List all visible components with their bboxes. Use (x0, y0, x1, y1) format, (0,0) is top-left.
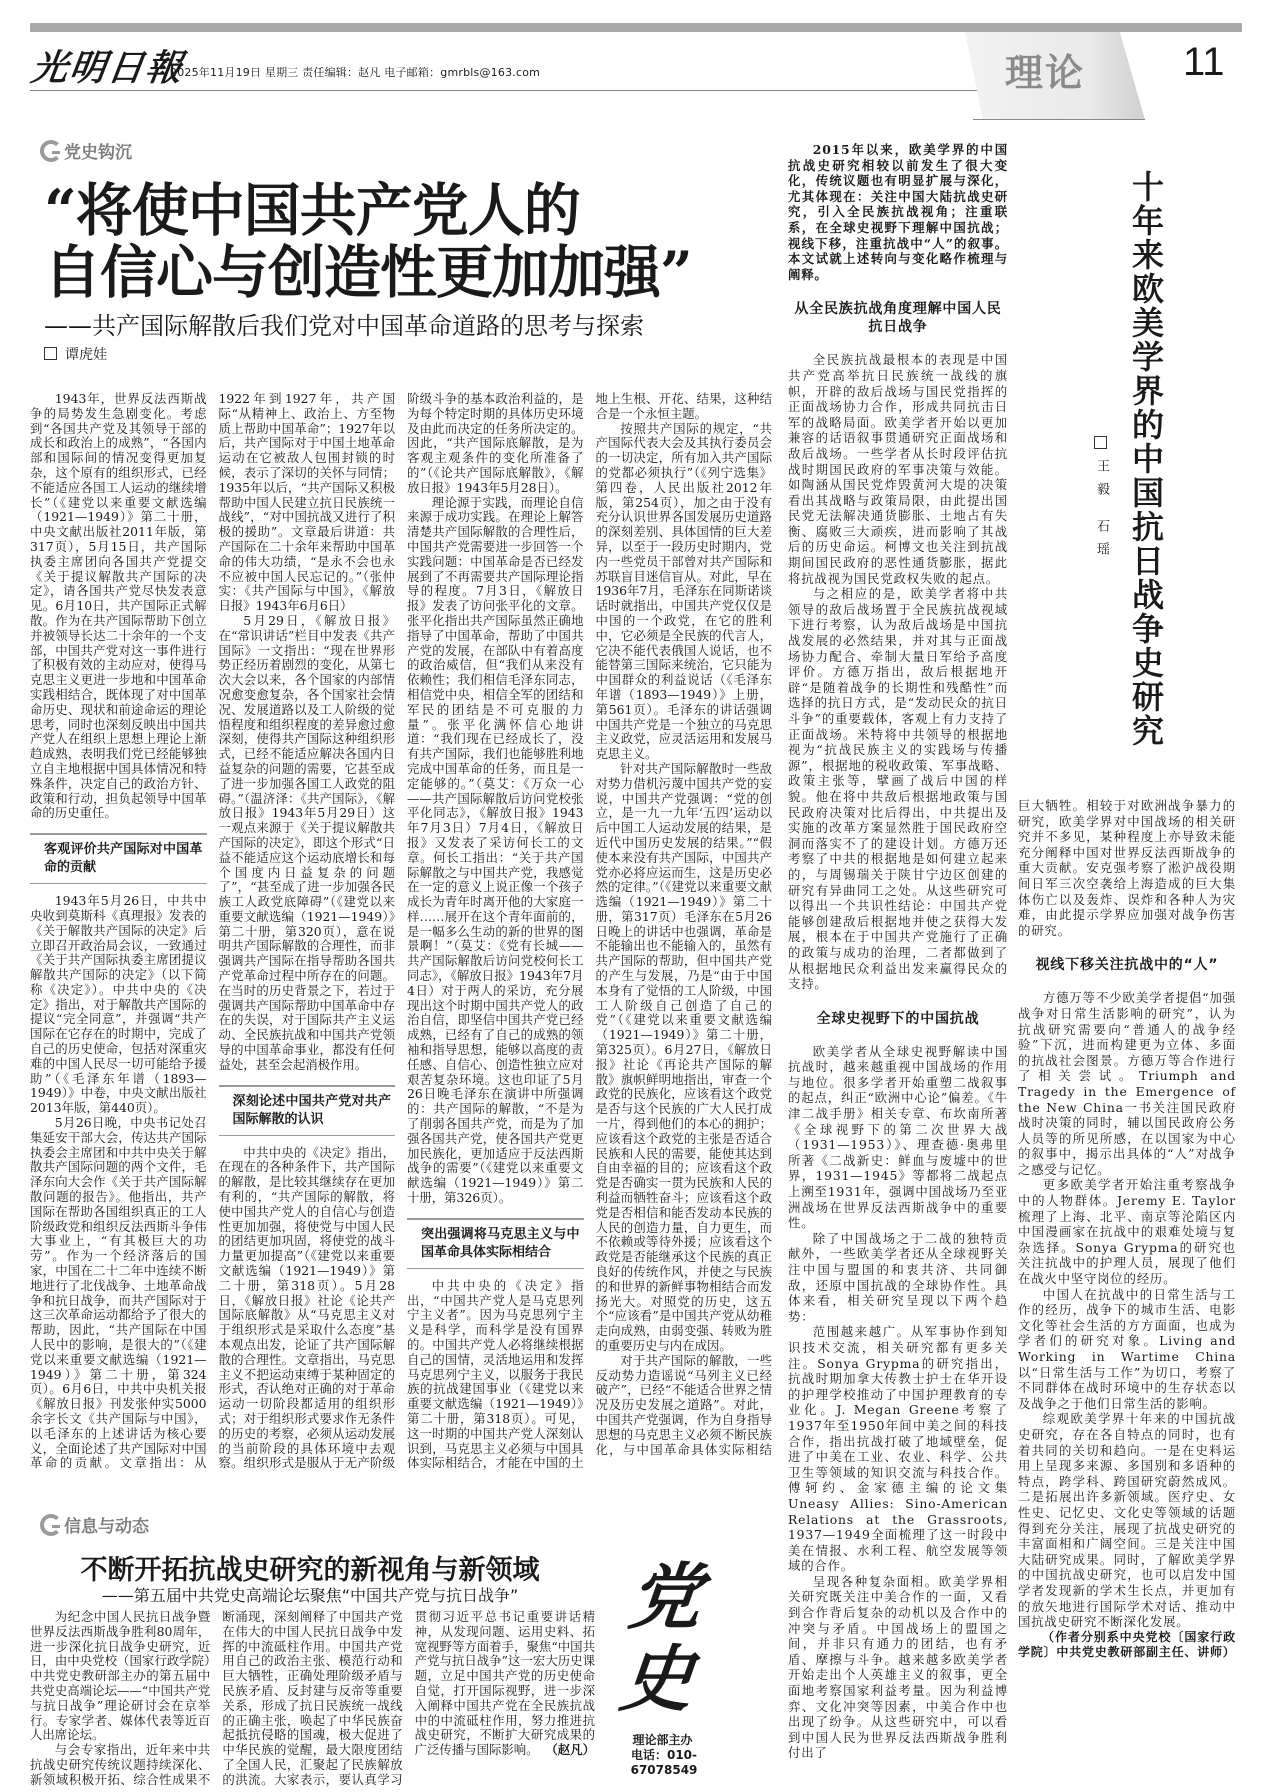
paragraph: 范围越来越广。从军事协作到知识技术交流，相关研究都有更多关注。Sonya Grypma的研究指出，抗战时期加拿大传教士护士在华开设的护理学校推动了中国护理教育的专业化。J. Megan Greene考察了1937年至1950年间中美之间的科技合作，指出抗战打破了地域壁垒，促进了中美在工业、农业、科学、公共卫生等领域的知识交流与科技合作。傅轲约、金家德主编的论文集Uneasy Allies: Sino-American Relations at the Grassroots, 1937—1949全面梳理了这一时段中美在情报、水利工程、航空发展等领域的合作。 (788, 1324, 1008, 1574)
top-rule (30, 23, 1242, 32)
paragraph: 5月26日晚，中央书记处召集延安干部大会，传达共产国际执委会主席团和中共中央关于解散共产国际问题的两个文件，毛泽东向大会作《关于共产国际解散问题的报告》。他指出，共产国际在帮助各国组织真正的工人阶级政党和组织反法西斯斗争伟大事业上，“有其极巨大的功劳”。作为一个经济落后的国家，中国在二十二年中连续不断地进行了北伐战争、土地革命战争和抗日战争，而共产国际对于这三次革命运动都给予了很大的帮助，因此，“共产国际在中国人民中的影响，是很大的”（《建党以来重要文献选编（1921—1949）》第二十册，第324页）。6月6日，中共中央机关报《解放日报》刊发张仲实5000余字长文《共产国际与中国》，以毛泽东的上述讲话为核心要义，全面论述了共产国际对中国革命的贡献。文章指出：从1922年到1927年，共产国际“从精神上、政治上、方至物质上帮助中国革命”；1927年以后，共产国际对于中国土地革命运动在它被敌人包围封锁的时候，表示了深切的关怀与同情；1935年以后，“共产国际又积极帮助中国人民建立抗日民族统一战线”，“对中国抗战又进行了积极的援助”。文章最后讲道：共产国际在二十余年来帮助中国革命的伟大功绩，“是永不会也永不应被中国人民忘记的。”（张仲实：《共产国际与中国》，《解放日报》1943年6月6日） (30, 392, 395, 1471)
article2-byline (1092, 436, 1111, 565)
column-label-dangshi (40, 138, 132, 163)
paragraph: 与之相应的是，欧美学者将中共领导的敌后战场置于全民族抗战视域下进行考察，认为敌后战场是中国抗战发展的必然结果，并对其与正面战场协力配合、牵制大量日军给予高度评价。方德万指出，敌后根据地开辟“是随着战争的长期性和残酷性”而选择的抗日方式，是“发动民众的抗日斗争”的重要载体，客观上有力支持了正面战场。米特将中共领导的根据地视为“抗战民族主义的实践场与传播源”，根据地的税收政策、军事战略、政策主张等，擘画了战后中国的样貌。他在将中共敌后根据地政策与国民政府决策对比后得出，中共提出及实施的改革方案显然胜于国民政府空洞而落实不了的建设计划。方德万还考察了中共的根据地是如何建立起来的，与周锡瑞关于陕甘宁边区创建的研究有异曲同工之处。从这些研究可以得出一个共识性结论：中国共产党能够创建敌后根据地并使之获得大发展，根本在于中国共产党施行了正确的政策与成功的治理，二者都做到了从根据地民众利益出发来赢得民众的支持。 (788, 586, 1008, 992)
section-name: 理论 (1005, 51, 1086, 95)
news-subtitle: ——第五届中共党史高端论坛聚焦“中国共产党与抗日战争” (101, 1586, 519, 1605)
column-label-text: 信息与动态 (64, 1517, 149, 1537)
article-byline (44, 344, 107, 364)
news-title: 不断开拓抗战史研究的新视角与新领域 (80, 1555, 540, 1586)
byline-box-icon (1094, 436, 1107, 449)
column-phone: 电话：010-67078549 (630, 1748, 698, 1777)
date-editor-line: 2025年11月19日 星期三 责任编辑：赵凡 电子邮箱：gmrbls@163.com (170, 66, 541, 79)
page-number: 11 (1183, 40, 1225, 84)
paragraph: 中共中央的《决定》指出，“中国共产党人是马克思列宁主义者”。因为马克思列宁主义是科学，而科学是没有国界的。中国共产党人必将继续根据自己的国情，灵活地运用和发挥马克思列宁主义，以服务于我民族的抗战建国事业（《建党以来重要文献选编（1921—1949）》第二十册，第318页）。可见，这一时期的中国共产党人深刻认识到，马克思主义必须与中国具体实际相结合，才能在中国的土地上生根、开花、结果，这种结合是一个永恒主题。 (407, 392, 772, 1471)
paragraph: 呈现各种复杂面相。欧美学界相关研究既关注中美合作的一面，又看到合作背后复杂的动机以及合作中的冲突与矛盾。中国战场上的盟国之间，并非只有通力的团结，也有矛盾、摩擦与斗争。越来越多欧美学者开始走出个人英雄主义的叙事，更全面地考察国家利益考量。因为利益博弈、文化冲突等因素，中美合作中也出现了纷争。从这些研究中，可以看到中国人民为世界反法西斯战争胜利付出了 (788, 1573, 1008, 1761)
paragraph: 巨大牺牲。相较于对欧洲战争暴力的研究，欧美学界对中国战场的相关研究并不多见，某种程度上亦导致未能充分阐释中国对世界反法西斯战争的重大贡献。安克强考察了淞沪战役期间日军三次空袭给上海造成的巨大集体伤亡以及轰炸、误炸和各种人为灾难，由此提示学界应加强对战争伤害的研究。 (1018, 798, 1236, 938)
dangshi-calligraphy-logo: 党 史 (616, 1554, 706, 1721)
author-affiliation: （作者分别系中央党校〔国家行政学院〕中共党史教研部副主任、讲师） (1018, 1629, 1236, 1660)
author-name: 谭虎娃 (65, 347, 107, 363)
byline-box-icon (44, 347, 57, 360)
header-divider (30, 90, 990, 91)
paragraph: 方德万等不少欧美学者提倡“加强战争对日常生活影响的研究”，认为抗战研究需要向“普通人的战争经验”下沉，进而构建更为立体、多面的抗战社会图景。方德万等合作进行了相关尝试。Triumph and Tragedy in the Emergence of the New China一书关注国民政府战时决策的同时，辅以国民政府公务人员等的所见所感，在以国家为中心的叙事中，揭示出具体的“人”对战争之感受与记忆。 (1018, 990, 1236, 1177)
column-label-news (40, 1512, 149, 1537)
paragraph: 按照共产国际的规定，“共产国际代表大会及其执行委员会的一切决定，所有加入共产国际的党都必须执行”（《列宁选集》第四卷，人民出版社2012年版，第254页），加之由于没有充分认识世界各国发展历史道路的深刻差别、具体国情的巨大差异，以至于一段历史时期内，党内一些党员干部曾对共产国际和苏联盲目迷信盲从。对此，早在1936年7月，毛泽东在同斯诺谈话时就指出，中国共产党仅仅是中国的一个政党，在它的胜利中，它必须是全民族的代言人，它决不能代表俄国人说话，也不能替第三国际来统治，它只能为中国群众的利益说话（《毛泽东年谱（1893—1949）》上册，第561页）。毛泽东的讲话强调中国共产党是一个独立的马克思主义政党，应灵活运用和发展马克思主义。 (595, 420, 772, 762)
paragraph: 对于共产国际的解散，一些反动势力造谣说“马列主义已经破产”，已经“不能适合世界之情况及历史发展之道路”。对此，中国共产党强调，作为自身指导思想的马克思主义必须不断民族化，与中国革命具体实际相结 (595, 1352, 772, 1457)
news-byline: （赵凡） (545, 1742, 595, 1758)
news-body (30, 1610, 595, 1790)
section-subhead: 从全民族抗战角度理解中国人民抗日战争 (794, 301, 1002, 336)
section-subhead: 突出强调将马克思主义与中国革命具体实际相结合 (407, 1218, 584, 1269)
article-lead: 2015年以来，欧美学界的中国抗战史研究相较以前发生了很大变化，传统议题也有明显扩展与深化，尤其体现在：关注中国大陆抗战史研究，引入全民族抗战视角；注重联系，在全球史视野下理解中国抗战；视线下移，注重抗战中“人”的叙事。本文试就上述转向与变化略作梳理与阐释。 (788, 142, 1008, 282)
column-label-text: 党史钩沉 (64, 143, 132, 163)
paragraph: 5月29日，《解放日报》在“常识讲话”栏目中发表《共产国际》一文指出：“现在世界形势正经历着剧烈的变化，从第七次大会以来，各个国家的内部情况愈变愈复杂，各个国家社会情况、发展道路以及工人阶级的觉悟程度和组织程度的差异愈过愈深刻，使得共产国际这种组织形式，已经不能适应解决各国内日益复杂的问题的需要，它甚至成了进一步加强各国工人政党的阻碍。”（温济泽：《共产国际》，《解放日报》1943年5月29日）这一观点来源于《关于提议解散共产国际的决定》，即这个形式“日益不能适应这个运动底增长和每个国度内日益复杂的问题了”，“甚至成了进一步加强各民族工人政党底障碍”（《建党以来重要文献选编（1921—1949）》第二十册，第320页），意在说明共产国际解散的合理性，而非强调共产国际在指导帮助各国共产党革命过程中所存在的问题。在当时的历史背景之下，若过于强调共产国际帮助中国革命中存在的失误，对于国际共产主义运动、全民族抗战和中国共产党领导的中国革命事业，都没有任何益处，甚至会起消极作用。 (218, 612, 395, 1072)
headline-line: 自信心与创造性更加加强” (44, 239, 692, 306)
newspaper-logo: 光明日報 (28, 47, 187, 89)
g-logo-icon (40, 140, 62, 162)
section-subhead: 全球史视野下的中国抗战 (816, 1010, 980, 1027)
article-subtitle: ——共产国际解散后我们党对中国革命道路的思考与探索 (44, 312, 644, 340)
article2-column-2 (1018, 798, 1236, 1788)
column-host: 理论部主办 (632, 1733, 693, 1747)
article-body (30, 392, 772, 1472)
paragraph: 为纪念中国人民抗日战争暨世界反法西斯战争胜利80周年，进一步深化抗日战争史研究，近日，由中央党校（国家行政学院）中共党史教研部主办的第五届中共党史高端论坛——“中国共产党与抗日战争”理论研讨会在京举行。专家学者、媒体代表等近百人出席论坛。 (30, 1610, 211, 1743)
paragraph: 除了中国战场之于二战的独特贡献外，一些欧美学者还从全球视野关注中国与盟国的和衷共济、共同御敌，还原中国抗战的全球协作性。具体来看，相关研究呈现以下两个趋势： (788, 1230, 1008, 1324)
headline-line: “将使中国共产党人的 (44, 177, 580, 244)
section-subhead: 客观评价共产国际对中国革命的贡献 (30, 833, 207, 884)
paragraph: 更多欧美学者开始注重考察战争中的人物群体。Jeremy E. Taylor梳理了上海、北平、南京等沦陷区内中国漫画家在抗战中的艰难处境与复杂选择。Sonya Grypma的研究也关注抗战中的护理人员，展现了他们在战火中坚守岗位的经历。 (1018, 1177, 1236, 1287)
article2-column-1 (788, 142, 1008, 1787)
paragraph: 欧美学者从全球史视野解读中国抗战时，越来越重视中国战场的作用与地位。很多学者开始重塑二战叙事的起点，纠正“欧洲中心论”偏差。《牛津二战手册》相关专章、布坎南所著《全球视野下的第二次世界大战（1931—1953）》、理查德·奥弗里所著《二战新史：鲜血与废墟中的世界，1931—1945》等都将二战起点上溯至1931年，强调中国战场乃至亚洲战场在世界反法西斯战争中的重要性。 (788, 1043, 1008, 1231)
paragraph: 中国人在抗战中的日常生活与工作的经历，战争下的城市生活、电影文化等社会生活的方方面面，也成为学者们的研究对象。Living and Working in Wartime China以“日常生活与工作”为切口，考察了不同群体在战时环境中的生存状态以及战争之于他们日常生活的影响。 (1018, 1286, 1236, 1411)
section-subhead: 视线下移关注抗战中的“人” (1035, 957, 1219, 974)
author-names: 王毅 石瑶 (1094, 459, 1109, 566)
article2-title: 十年来欧美学界的中国抗日战争史研究 (1127, 170, 1165, 748)
section-subhead: 深刻论述中国共产党对共产国际解散的认识 (219, 1085, 396, 1136)
paragraph: 综观欧美学界十年来的中国抗战史研究，存在各自特点的同时，也有着共同的关切和趋向。一是在史料运用上呈现多来源、多国别和多语种的特点，跨学科、跨国研究蔚然成风。二是拓展出许多新领域。医疗史、女性史、记忆史、文化史等领域的话题得到充分关注，展现了抗战史研究的丰富面相和广阔空间。三是关注中国大陆研究成果。同时，了解欧美学界的中国抗战史研究，也可以启发中国学者发现新的学术生长点，并更加有的放矢地进行国际学术对话、推动中国抗战史研究不断深化发展。 (1018, 1411, 1236, 1630)
paragraph: 全民族抗战最根本的表现是中国共产党高举抗日民族统一战线的旗帜，开辟的敌后战场与国民党指挥的正面战场协力合作，形成共同抗击日军的战略局面。欧美学者开始以更加兼容的话语叙事贯通研究正面战场和敌后战场。一些学者从长时段评估抗战时期国民政府的军事决策与效能。如陶涵从国民党炸毁黄河大堤的决策看出其战略与政策局限，由此提出国民党无法解决通货膨胀、土地占有失衡、腐败三大顽疾，进而影响了其战后的历史命运。柯博文也关注到抗战期间国民政府的恶性通货膨胀，据此将抗战视为国民党政权失败的起点。 (788, 352, 1008, 586)
paragraph: 与会专家指出，近年来中共抗战史研究传统议题持续深化、新领域积极开拓、综合性成果不断涌现，深刻阐释了中国共产党在伟大的中国人民抗日战争中发挥的中流砥柱作用。中国共产党用自己的政治主张、模范行动和巨大牺牲，正确处理阶级矛盾与民族矛盾、反封建与反帝等重要关系，形成了抗日民族统一战线的正确主张，唤起了中华民族奋起抵抗侵略的国魂，极大促进了中华民族的觉醒，最大限度团结了全国人民，汇聚起了民族解放的洪流。大家表示，要认真学习贯彻习近平总书记重要讲话精神，从发现问题、运用史料、拓宽视野等方面着手，聚焦“中国共产党与抗日战争”这一宏大历史课题，立足中国共产党的历史使命自觉，打开国际视野，进一步深入阐释中国共产党在全民族抗战中的中流砥柱作用，努力推进抗战史研究，不断扩大研究成果的广泛传播与国际影响。 (30, 1610, 595, 1787)
paragraph: 中共中央的《决定》指出，在现在的各种条件下，共产国际的解散，是比较其继续存在更加有利的，“共产国际的解散，将使中国共产党人的自信心与创造性更加加强，将使党与中国人民的团结更加巩固，将使党的战斗力量更加提高”（《建党以来重要文献选编（1921—1949）》第二十册，第318页）。5月28日，《解放日报》社论《论共产国际底解散》从“马克思主义对于组织形式是采取什么态度”基本观点出发，论证了共产国际解散的合理性。文章指出，马克思主义不把运动束缚于某种固定的形式，否认绝对正确的对于革命运动一切阶段都适用的组织形式；对于组织形式要求作无条件的历史的考察，必须从运动发展的当前阶段的具体环境中去观察。组织形式是服从于无产阶级阶级斗争的基本政治利益的，是为每个特定时期的具体历史环境及由此而决定的任务所决定的。因此，“共产国际底解散，是为客观主观条件的变化所准备了的”（《论共产国际底解散》，《解放日报》1943年5月28日）。 (218, 392, 584, 1471)
paragraph: 1943年，世界反法西斯战争的局势发生急剧变化。考虑到“各国共产党及其领导干部的成长和政治上的成熟”，“各国内部和国际间的情况变得更加复杂，这个原有的组织形式，已经不能适应各国工人运动的继续增长”（《建党以来重要文献选编（1921—1949）》第二十册，中央文献出版社2011年版，第317页），5月15日，共产国际执委主席团向各国共产党提交《关于提议解散共产国际的决定》，请各国共产党尽快发表意见。6月10日，共产国际正式解散。作为在共产国际帮助下创立并被领导长达二十余年的一个支部，中国共产党对这一事件进行了积极有效的主动应对，使得马克思主义更进一步地和中国革命实践相结合，既体现了对中国革命历史、现状和前途命运的理论思考，同时也深刻反映出中国共产党人在组织上思想上理论上渐趋成熟，表明我们党已经能够独立自主地根据中国具体情况和特殊条件，决定自己的政治方针、政策和行动，担负起领导中国革命的历史重任。 (30, 392, 207, 821)
paragraph: 针对共产国际解散时一些敌对势力借机污蔑中国共产党的妄说，中国共产党强调：“党的创立，是一九一九年‘五四’运动以后中国工人运动发展的结果，是近代中国历史发展的结果。”“假使本来没有共产国际，中国共产党亦必将应运而生，这是历史必然的定律。”（《建党以来重要文献选编（1921—1949）》第二十册，第317页）毛泽东在5月26日晚上的讲话中也强调，革命是不能输出也不能输入的，虽然有共产国际的帮助，但中国共产党的产生与发展，乃是“由于中国本身有了觉悟的工人阶级，中国工人阶级自己创造了自己的党”（《建党以来重要文献选编（1921—1949）》第二十册，第325页）。6月27日，《解放日报》社论《再论共产国际的解散》旗帜鲜明地指出，审查一个政党的民族化，应该看这个政党是否与这个民族的广大人民打成一片，得到他们的本心的拥护；应该看这个政党的主张是否适合民族和人民的需要，能使其达到自由幸福的目的；应该看这个政党是否确实一贯为民族和人民的利益而牺牲奋斗；应该看这个政党是否相信和能否发动本民族的人民的创造力量，自力更生，而不依赖或等待外援；应该看这个政党是否能继承这个民族的真正良好的传统作风，并使之与民族的和世界的新鲜事物相结合而发扬光大。对照党的历史，这五个“应该看”是中国共产党从幼稚走向成熟，由弱变强、转败为胜的重要历史与内在成因。 (595, 760, 772, 1353)
article-headline (44, 177, 692, 306)
g-logo-icon (40, 1514, 62, 1536)
paragraph: 1943年5月26日，中共中央收到莫斯科《真理报》发表的《关于解散共产国际的决定》后立即召开政治局会议，一致通过《关于共产国际执委主席团提议解散共产国际的决定》（以下简称《决定》）。中共中央的《决定》指出，对于解散共产国际的提议“完全同意”，并强调“共产国际在它存在的时期中，完成了自己的历史使命，包括对深重灾难的中国人民尽一切可能给予援助”（《毛泽东年谱（1893—1949）》中卷，中央文献出版社2013年版，第440页）。 (30, 893, 207, 1116)
tab-divider (973, 119, 1145, 120)
paragraph: 理论源于实践，而理论自信来源于成功实践。在理论上解答清楚共产国际解散的合理性后，中国共产党需要进一步回答一个实践问题：中国革命是否已经发展到了不再需要共产国际理论指导的程度。7月3日，《解放日报》发表了访问张平化的文章。张平化指出共产国际虽然正确地指导了中国革命，帮助了中国共产党的发展，在部队中有着高度的政治威信，但“我们从来没有依赖性；我们相信毛泽东同志，相信党中央，相信全军的团结和军民的团结是不可克服的力量”。张平化满怀信心地讲道：“我们现在已经成长了，没有共产国际，我们也能够胜利地完成中国革命的任务，而且是一定能够的。”（莫艾：《万众一心——共产国际解散后访问党校张平化同志》，《解放日报》1943年7月3日）7月4日，《解放日报》又发表了采访何长工的文章。何长工指出：“关于共产国际解散之与中国共产党，我感觉在一定的意义上说正像一个孩子成长为青年时离开他的大家庭一样……展开在这个青年面前的，是一幅多么生动的新的世界的图景啊！”（莫艾：《党有长城——共产国际解散后访问党校何长工同志》，《解放日报》1943年7月4日）对于两人的采访，充分展现出这个时期中国共产党人的政治自信，即坚信中国共产党已经成熟，已经有了自己的成熟的领袖和指导思想，能够以高度的责任感、自信心、创造性独立应对艰苦复杂环境。这也印证了5月26日晚毛泽东在演讲中所强调的：共产国际的解散，“不是为了削弱各国共产党，而是为了加强各国共产党，使各国共产党更加民族化，更加适应于反法西斯战争的需要”（《建党以来重要文献选编（1921—1949）》第二十册，第326页）。 (407, 494, 584, 1206)
